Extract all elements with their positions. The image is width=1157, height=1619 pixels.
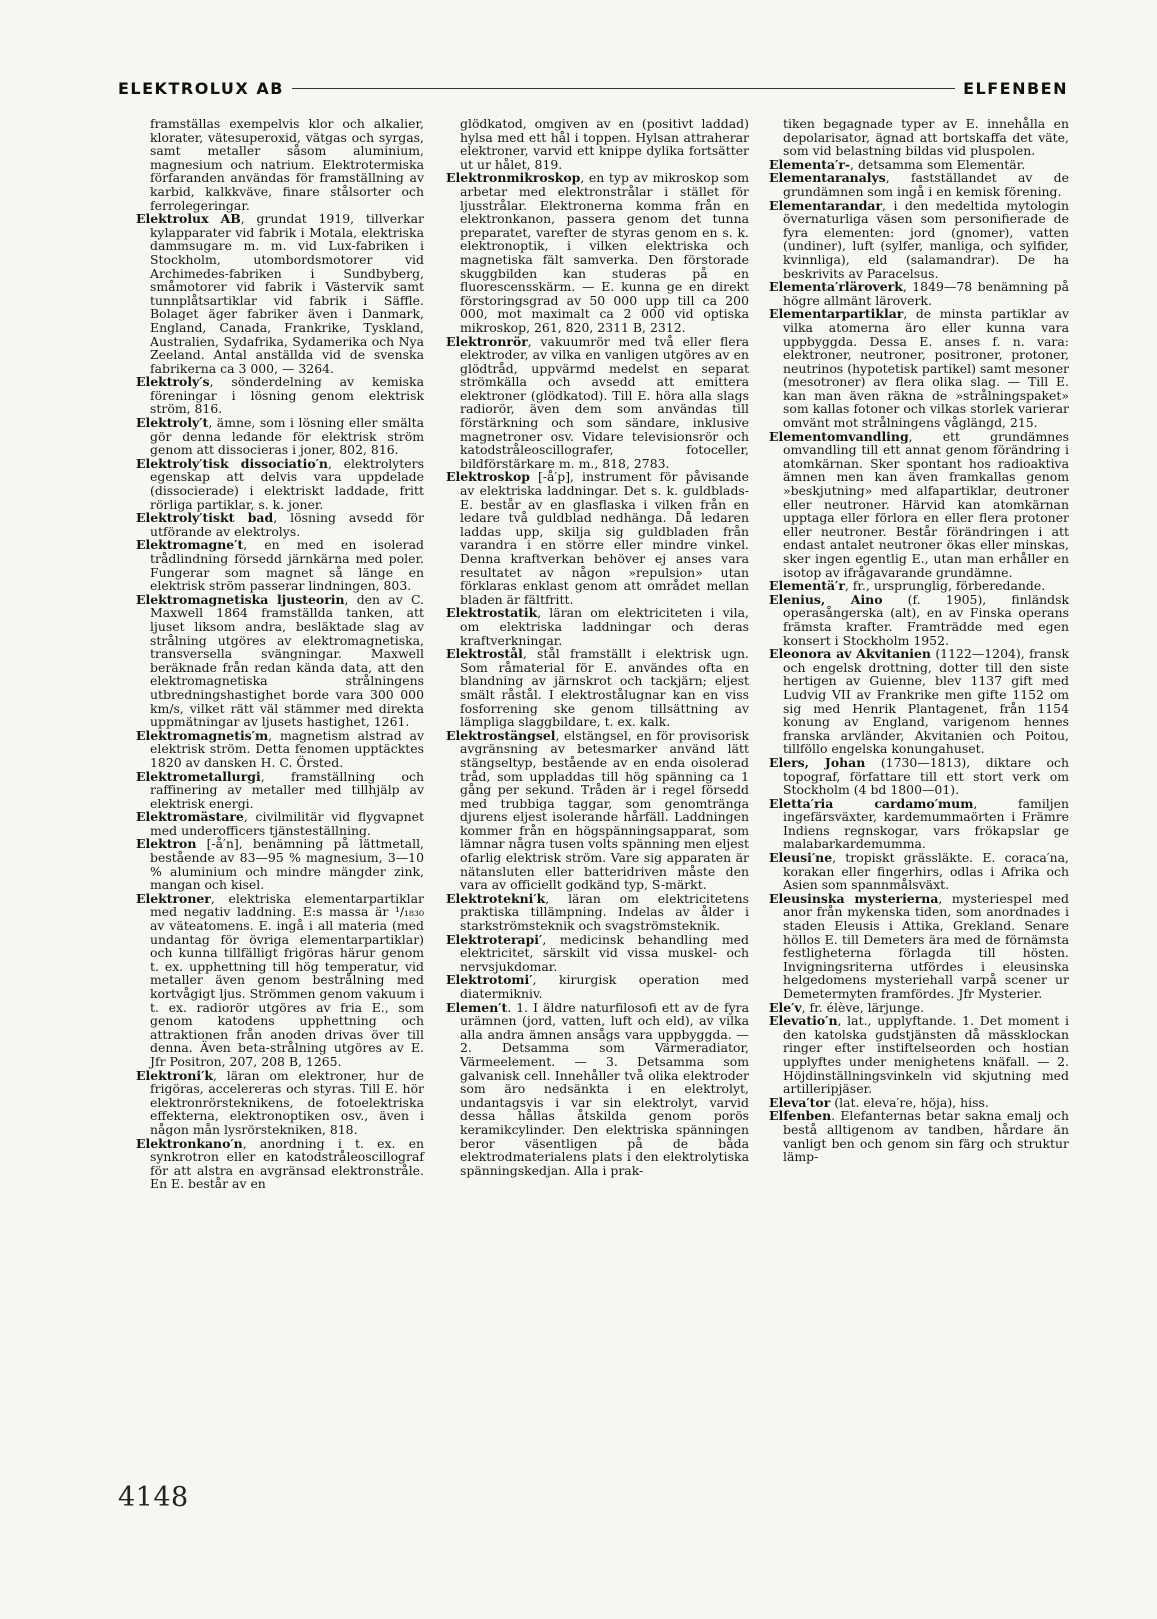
entry-text: (lat. eleva′re, höja), hiss.	[830, 1094, 989, 1110]
entry-text: , den av C. Maxwell 1864 framställda tanken, att ljuset liksom andra, besläktade slag av strålning utgöres av elektromagnetiska, transversella svängningar. Maxwell beräknade från redan kända data, att den elektromagnetiska strålningens utbredningshastighet borde vara 300 000 km/s, vilket rätt väl stämmer med direkta uppmätningar av ljusets hastighet, 1261.	[150, 591, 424, 730]
entry-headword: Elektrotomi′	[446, 972, 533, 988]
dictionary-entry	[446, 729, 749, 892]
entry-headword: Elektrostål	[446, 646, 523, 662]
dictionary-entry	[446, 892, 749, 933]
text-column-2	[446, 117, 749, 1177]
entry-headword: Eleonora av Akvitanien	[769, 646, 931, 662]
entry-text: , framställning och raffinering av metaller med tillhjälp av elektrisk energi.	[150, 768, 424, 811]
entry-text: , familjen ingefärsväxter, kardemummaörten i Främre Indiens regnskogar, vars frökapslar ge malabarkardemumma.	[783, 795, 1069, 852]
entry-headword: Elektrolux AB	[136, 211, 241, 227]
entry-text: , elektrolyters egenskap att delvis vara uppdelade (dissocierade) i elektriskt laddade, fritt rörliga partiklar, s. k. joner.	[150, 455, 424, 512]
entry-text: . 1. I äldre naturfilosofi ett av de fyra urämnen (jord, vatten, luft och eld), av vilka alla andra ämnen ansågs vara uppbyggda. — 2. Detsamma som Värmeradiator, Värmeelement. — 3. Detsamma som galvanisk cell. Innehåller två olika elektroder som äro nedsänkta i en elektrolyt, undantagsvis i var sin elektrolyt, varvid dessa hållas åtskilda genom porös keramikcylinder. Den elektriska spänningen beror väsentligen på de båda elektrodmaterialens plats i den elektrolytiska spänningskedjan. Alla i prak-	[460, 999, 749, 1178]
entry-headword: Elementä′r	[769, 578, 845, 594]
entry-text: , 1849—78 benämning på högre allmänt läroverk.	[783, 279, 1069, 308]
dictionary-entry	[136, 375, 424, 416]
dictionary-entry	[446, 335, 749, 471]
entry-headword: Elevatio′n	[769, 1013, 838, 1029]
entry-text: , fr., ursprunglig, förberedande.	[844, 578, 1046, 594]
entry-headword: Elementa′r-	[769, 156, 851, 172]
entry-text: (f. 1905), finländsk operasångerska (alt), en av Finska operans främsta krafter. Framträdde med egen konsert i Stockholm 1952.	[783, 591, 1069, 648]
dictionary-entry	[136, 837, 424, 891]
entry-headword: Ele′v	[769, 999, 802, 1015]
header-right-guideword: ELFENBEN	[963, 78, 1068, 98]
dictionary-entry	[769, 171, 1069, 198]
text-column-1	[136, 117, 424, 1191]
entry-headword: Elektroner	[136, 890, 211, 906]
entry-text: , tropiskt grässläkte. E. coraca′na, korakan eller fingerhirs, odlas i Afrika och Asien som spannmålsväxt.	[783, 850, 1069, 893]
dictionary-entry	[136, 892, 424, 1069]
entry-text: framställas exempelvis klor och alkalier, klorater, vätesuperoxid, vätgas och syrgas, samt metaller såsom aluminium, magnesium och natrium. Elektrotermiska förfaranden användas för framställning av karbid, kalkkväve, finare stålsorter och ferrolegeringar.	[150, 116, 424, 213]
entry-text: , ett grundämnes omvandling till ett annat genom förändring i atomkärnan. Sker spontant hos radioaktiva ämnen men kan även framkallas genom »beskjutning» med alfapartiklar, deutroner eller neutroner. Härvid kan atomkärnan upptaga eller förlora en eller flera protoner eller neutroner. Består förändringen i att endast antalet neutroner ökas eller minskas, sker ingen egentlig E., utan man erhåller en isotop av ifrågavarande grundämne.	[783, 428, 1069, 580]
entry-headword: Elektroly′t	[136, 415, 209, 431]
dictionary-entry	[769, 1109, 1069, 1163]
entry-text: [-å′n], benämning på lättmetall, bestående av 83—95 % magnesium, 3—10 % aluminium och mindre mängder zink, mangan och kisel.	[150, 836, 424, 893]
entry-headword: Elektron	[136, 836, 197, 852]
dictionary-entry	[136, 457, 424, 511]
dictionary-entry	[446, 973, 749, 1000]
entry-headword: Elementomvandling	[769, 428, 909, 444]
entry-text: , anordning i t. ex. en synkrotron eller en katodstråleoscillograf för att alstra en avgränsad elektronstråle. En E. består av en	[150, 1135, 424, 1192]
entry-text: , läran om elektriciteten i vila, om elektriska laddningar och deras kraftverkningar.	[460, 605, 749, 648]
entry-headword: Elektrostatik	[446, 605, 538, 621]
dictionary-entry	[136, 1069, 424, 1137]
entry-text: , sönderdelning av kemiska föreningar i lösning genom elektrisk ström, 816.	[150, 374, 424, 417]
dictionary-entry	[446, 933, 749, 974]
entry-text: , de minsta partiklar av vilka atomerna äro eller kunna vara uppbyggda. Dessa E. anses f. n. vara: elektroner, neutroner, positroner, protoner, neutrinos (hypotetisk partikel) samt mesoner (mesotroner) av flera olika slag. — Till E. kan man även räkna de »strålningspaket» som kallas fotoner och vilkas storlek varierar omvänt mot strålningens våglängd, 215.	[783, 306, 1069, 431]
entry-text: , elstängsel, en för provisorisk avgränsning av betesmarker använd lätt stängseltyp, bestående av en enda oisolerad tråd, som uppladdas till hög spänning ca 1 gång per sekund. Tråden är i regel försedd med trubbiga taggar, som genomtränga djurens eljest isolerande hårfäll. Laddningen kommer från en högspänningsapparat, som lämnar några tusen volts spänning men eljest ofarlig elektrisk ström. Vare sig apparaten är nätansluten eller batteridriven måste den vara av officiellt godkänd typ, S-märkt.	[460, 727, 749, 893]
entry-text: , en typ av mikroskop som arbetar med elektronstrålar i stället för ljusstrålar. Elektronerna komma från en elektronkanon, passera genom det tunna preparatet, varefter de styras genom en s. k. elektronoptik, i vilken elektriska och magnetiska fält samverka. Den förstorade skuggbilden kan studeras på en fluorescensskärm. — E. kunna ge en direkt förstoringsgrad av 50 000 upp till ca 200 000, mot maximalt ca 2 000 vid optiska mikroskop, 261, 820, 2311 B, 2312.	[460, 170, 749, 335]
entry-headword: Elektrostängsel	[446, 727, 556, 743]
dictionary-entry	[769, 1014, 1069, 1096]
entry-text: , elektriska elementarpartiklar med negativ laddning. E:s massa är ¹/₁₈₃₀ av väteatomens. E. ingå i all materia (med undantag för övriga elementarpartiklar) och kunna tillfälligt frigöras härur genom t. ex. upphettning till hög temperatur, vid metaller även genom bestrålning med kortvågigt ljus. Strömmen genom vakuum i t. ex. radiorör utgöres av fria E., som genom katodens upphettning och attraktionen från anoden drivas över till denna. Även beta-strålning utgöres av E. Jfr Positron, 207, 208 B, 1265.	[150, 890, 424, 1069]
dictionary-entry	[136, 538, 424, 592]
entry-headword: Elfenben	[769, 1108, 832, 1124]
entry-continuation	[446, 117, 749, 171]
dictionary-entry	[136, 416, 424, 457]
dictionary-entry	[446, 171, 749, 334]
dictionary-entry	[769, 280, 1069, 307]
entry-text: , stål framställt i elektrisk ugn. Som råmaterial för E. användes ofta en blandning av järnskrot och tackjärn; eljest smält råstål. I elektrostålugnar kan en viss fosforrening ske genom tillsättning av lämpliga slaggbildare, t. ex. kalk.	[460, 646, 749, 730]
dictionary-entry	[769, 1001, 1069, 1015]
entry-headword: Eleva′tor	[769, 1094, 831, 1110]
dictionary-entry	[136, 770, 424, 811]
entry-headword: Elektromagne′t	[136, 537, 244, 553]
dictionary-entry	[769, 430, 1069, 580]
entry-headword: Elementarandar	[769, 197, 883, 213]
entry-headword: Eleusinska mysterierna	[769, 890, 939, 906]
entry-headword: Elektronmikroskop	[446, 170, 581, 186]
entry-text: , läran om elektroner, hur de frigöras, accelereras och styras. Till E. hör elektronrörsteknikens, de fotoelektriska effekterna, elektronoptiken osv., även i någon mån lysrörstekniken, 818.	[150, 1067, 424, 1137]
header-left-guideword: ELEKTROLUX AB	[118, 78, 284, 98]
entry-headword: Elektrometallurgi	[136, 768, 261, 784]
entry-text: , lat., upplyftande. 1. Det moment i den katolska gudstjänsten då mässklockan ringer efter instiftelseorden och hostian upplyftes under menighetens knäfall. — 2. Höjdinställningsvinkeln vid skjutning med artilleripjäser.	[783, 1013, 1069, 1097]
dictionary-entry	[769, 158, 1069, 172]
entry-text: , grundat 1919, tillverkar kylapparater vid fabrik i Motala, elektriska dammsugare m. m. vid Lux-fabriken i Stockholm, utombordsmotorer vid Archimedes-fabriken i Sundbyberg, småmotorer vid fabrik i Västervik samt tunnplåtsartiklar vid fabrik i Säffle. Bolaget äger fabriker även i Danmark, England, Canada, Frankrike, Tyskland, Australien, Sydafrika, Sydamerika och Nya Zeeland. Antal anställda vid de svenska fabrikerna ca 3 000, — 3264.	[150, 211, 424, 376]
entry-text: , fastställandet av de grundämnen som ingå i en kemisk förening.	[783, 170, 1069, 199]
entry-headword: Elementarpartiklar	[769, 306, 904, 322]
entry-text: , vakuumrör med två eller flera elektroder, av vilka en vanligen utgöres av en glödtråd, uppvärmd medelst en separat strömkälla och avsedd att emittera elektroner (glödkatod). Till E. höra alla slags radiorör, även dem som användas till förstärkning och som sändare, inklusive magnetroner osv. Vidare televisionsrör och katodstråleoscillografer, fotoceller, bildförstärkare m. m., 818, 2783.	[460, 333, 749, 471]
dictionary-entry	[136, 593, 424, 729]
page-number: 4148	[118, 1482, 189, 1513]
dictionary-entry	[769, 199, 1069, 281]
entry-headword: Elektronkano′n	[136, 1135, 243, 1151]
entry-headword: Elektroni′k	[136, 1067, 213, 1083]
entry-text: , magnetism alstrad av elektrisk ström. Detta fenomen upptäcktes 1820 av dansken H. C. Örsted.	[150, 727, 424, 770]
entry-text: glödkatod, omgiven av en (positivt laddad) hylsa med ett hål i toppen. Hylsan attraherar elektroner, varvid ett knippe dylika fortsätter ut ur hålet, 819.	[460, 116, 749, 172]
dictionary-entry	[769, 307, 1069, 429]
entry-text: , en med en isolerad trådlindning försedd järnkärna med poler. Fungerar som magnet så länge en elektrisk ström passerar lindningen, 803.	[150, 537, 424, 594]
dictionary-entry	[136, 511, 424, 538]
entry-headword: Elementa′rläroverk	[769, 279, 903, 295]
entry-headword: Elementaranalys	[769, 170, 886, 186]
dictionary-entry	[136, 729, 424, 770]
entry-text: (1122—1204), fransk och engelsk drottning, dotter till den siste hertigen av Guienne, blev 1137 gift med Ludvig VII av Frankrike men gifte 1152 om sig med Henrik Plantagenet, från 1154 konung av England, varigenom hennes franska arvländer, Akvitanien och Poitou, tillföllo engelska konungahuset.	[783, 646, 1070, 757]
dictionary-entry	[136, 212, 424, 375]
entry-text: , i den medeltida mytologin övernaturliga väsen som personifierade de fyra elementen: jord (gnomer), vatten (undiner), luft (sylfer, manliga, och sylfider, kvinnliga), eld (salamandrar). De ha beskrivits av Paracelsus.	[783, 197, 1069, 281]
entry-text: , kirurgisk operation med diatermikniv.	[460, 972, 749, 1001]
entry-headword: Elektronrör	[446, 333, 528, 349]
entry-continuation	[769, 117, 1069, 158]
dictionary-entry	[769, 797, 1069, 851]
dictionary-entry	[136, 810, 424, 837]
dictionary-entry	[769, 851, 1069, 892]
entry-text: , läran om elektricitetens praktiska tillämpning. Indelas av ålder i starkströmsteknik och svagströmsteknik.	[460, 890, 749, 934]
dictionary-entry	[769, 892, 1069, 1001]
entry-headword: Elektroly′tisk dissociatio′n	[136, 455, 328, 471]
entry-text: , mysteriespel med anor från mykenska tiden, som anordnades i staden Eleusis i Attika, Grekland. Senare höllos E. till Demeters ära med de förnämsta festligheterna förlagda till hösten. Invigningsriterna utfördes i eleusinska helgedomens mysteriehall varpå scener ur Demetermyten framfördes. Jfr Mysterier.	[783, 890, 1069, 1001]
entry-text: (1730—1813), diktare och topograf, författare till ett stort verk om Stockholm (4 bd 1800—01).	[783, 754, 1069, 798]
entry-text: , lösning avsedd för utförande av elektrolys.	[150, 510, 424, 539]
dictionary-entry	[446, 647, 749, 729]
entry-headword: Eletta′ria cardamo′mum	[769, 795, 974, 811]
dictionary-entry	[446, 606, 749, 647]
dictionary-entry	[769, 647, 1069, 756]
entry-text: , ämne, som i lösning eller smälta gör denna ledande för elektrisk ström genom att dissocieras i joner, 802, 816.	[150, 415, 424, 458]
entry-text: . Elefanternas betar sakna emalj och bestå alltigenom av tandben, hårdare än vanligt ben och genom sin färg och struktur lämp-	[783, 1108, 1069, 1165]
entry-text: , fr. élève, lärjunge.	[801, 999, 925, 1015]
entry-headword: Elemen′t	[446, 999, 508, 1015]
entry-headword: Elektromagnetis′m	[136, 727, 269, 743]
entry-headword: Elenius, Aino	[769, 591, 883, 607]
entry-text: , medicinsk behandling med elektricitet, särskilt vid vissa muskel- och nervsjukdomar.	[460, 931, 749, 974]
entry-headword: Elektromästare	[136, 809, 244, 825]
dictionary-entry	[769, 1096, 1069, 1110]
dictionary-entry	[446, 470, 749, 606]
entry-text: , detsamma som Elementär.	[850, 156, 1026, 172]
entry-headword: Elers, Johan	[769, 754, 866, 770]
dictionary-entry	[769, 579, 1069, 593]
dictionary-entry	[769, 593, 1069, 647]
entry-headword: Elektromagnetiska ljusteorin	[136, 591, 345, 607]
dictionary-entry	[769, 756, 1069, 797]
entry-headword: Elektroly′tiskt bad	[136, 510, 274, 526]
entry-headword: Elektroskop	[446, 469, 530, 485]
entry-headword: Elektrotekni′k	[446, 890, 546, 906]
dictionary-entry	[136, 1137, 424, 1191]
running-header	[118, 76, 1068, 100]
text-column-3	[769, 117, 1069, 1164]
entry-headword: Elektroterapi′	[446, 931, 543, 947]
dictionary-entry	[446, 1001, 749, 1178]
entry-text: [-å′p], instrument för påvisande av elektriska laddningar. Det s. k. guldblads-E. består av en glasflaska i vilken från en ledare två guldblad nedhänga. Då ledaren laddas upp, skilja sig guldbladen från varandra i en större eller mindre vinkel. Denna kraftverkan behöver ej anses vara resultatet av någon »repulsion» utan förklaras enklast genom att området mellan bladen är fältfritt.	[460, 469, 749, 607]
header-rule	[292, 88, 955, 89]
entry-continuation	[136, 117, 424, 212]
entry-headword: Elektroly′s	[136, 374, 210, 390]
entry-text: , civilmilitär vid flygvapnet med underofficers tjänsteställning.	[150, 809, 424, 838]
entry-headword: Eleusi′ne	[769, 850, 833, 866]
entry-text: tiken begagnade typer av E. innehålla en depolarisator, ägnad att bortskaffa det väte, som vid belastning bildas vid pluspolen.	[783, 116, 1069, 159]
